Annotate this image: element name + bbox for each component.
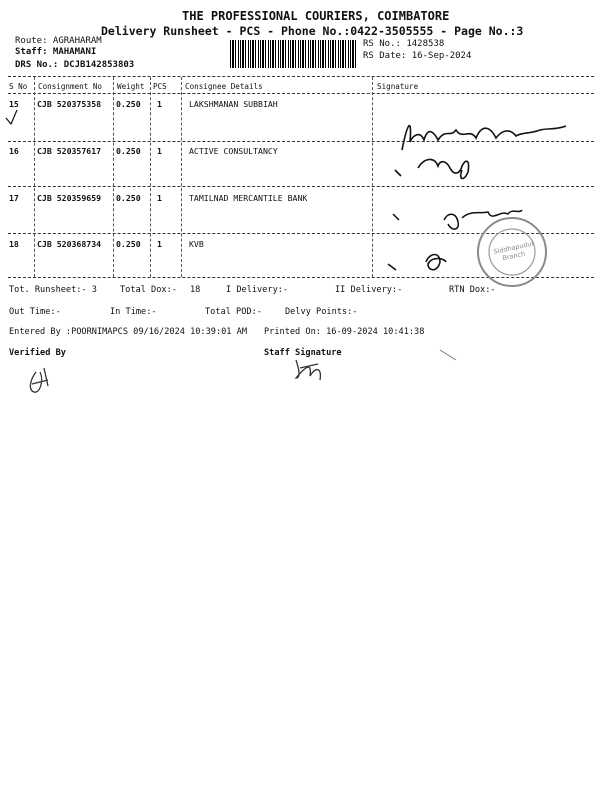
i-delivery: I Delivery:- <box>226 285 289 295</box>
staff-signature-mark <box>296 360 320 380</box>
rtn-dox: RTN Dox:- <box>449 285 496 295</box>
total-dox-label: Total Dox:- <box>120 285 177 295</box>
row-16-sno: 16 <box>9 146 19 156</box>
rs-number: RS No.: 1428538 <box>363 39 445 49</box>
total-dox-value: 18 <box>190 285 201 295</box>
row-17-weight: 0.250 <box>116 193 141 203</box>
verified-signature <box>30 368 48 392</box>
col-signature: Signature <box>377 82 419 91</box>
row-15-consignment: CJB 520375358 <box>37 99 102 109</box>
col-pcs: PCS <box>153 82 167 91</box>
total-pod: Total POD:- <box>205 307 262 317</box>
row-15-sno: 15 <box>9 99 19 109</box>
row-16-pcs: 1 <box>157 146 162 156</box>
ii-delivery: II Delivery:- <box>335 285 403 295</box>
entered-by: Entered By :POORNIMAPCS 09/16/2024 10:39:01 AM <box>9 327 247 337</box>
col-weight: Weight <box>117 82 145 91</box>
row-18-consignee: KVB <box>189 239 204 249</box>
col-consignment: Consignment No <box>38 82 103 91</box>
row16-signature <box>395 159 469 178</box>
row-15-consignee: LAKSHMANAN SUBBIAH <box>189 99 278 109</box>
row-16-consignment: CJB 520357617 <box>37 146 102 156</box>
route-label: Route: AGRAHARAM <box>15 36 102 46</box>
delvy-points: Delvy Points:- <box>285 307 358 317</box>
row-15-weight: 0.250 <box>116 99 141 109</box>
rs-date: RS Date: 16-Sep-2024 <box>363 51 472 61</box>
tick-mark <box>6 110 17 124</box>
staff-label: Staff: MAHAMANI <box>15 47 97 57</box>
drs-number: DRS No.: DCJB142853803 <box>15 60 135 70</box>
row-17-pcs: 1 <box>157 193 162 203</box>
verified-by: Verified By <box>9 348 66 358</box>
stamp-text: Siddhapudur Branch <box>492 239 535 263</box>
row-18-weight: 0.250 <box>116 239 141 249</box>
row-17-consignee: TAMILNAD MERCANTILE BANK <box>189 193 308 203</box>
row-15-pcs: 1 <box>157 99 162 109</box>
stray-mark <box>440 350 456 360</box>
runsheet-subtitle: Delivery Runsheet - PCS - Phone No.:0422-3505555 - Page No.:3 <box>101 24 524 38</box>
row-18-pcs: 1 <box>157 239 162 249</box>
row-16-consignee: ACTIVE CONSULTANCY <box>189 146 278 156</box>
tot-runsheet: Tot. Runsheet:- 3 <box>9 285 97 295</box>
row18-signature <box>388 255 446 271</box>
row15-signature <box>402 126 566 150</box>
col-consignee: Consignee Details <box>185 82 263 91</box>
row-18-consignment: CJB 520368734 <box>37 239 102 249</box>
row-17-consignment: CJB 520359659 <box>37 193 102 203</box>
staff-signature-label: Staff Signature <box>264 348 342 358</box>
col-sno: S No <box>9 82 28 91</box>
company-title: THE PROFESSIONAL COURIERS, COIMBATORE <box>182 9 450 23</box>
row-16-weight: 0.250 <box>116 146 141 156</box>
printed-on: Printed On: 16-09-2024 10:41:38 <box>264 327 425 337</box>
row-18-sno: 18 <box>9 239 19 249</box>
row-17-sno: 17 <box>9 193 19 203</box>
out-time: Out Time:- <box>9 307 61 317</box>
in-time: In Time:- <box>110 307 157 317</box>
